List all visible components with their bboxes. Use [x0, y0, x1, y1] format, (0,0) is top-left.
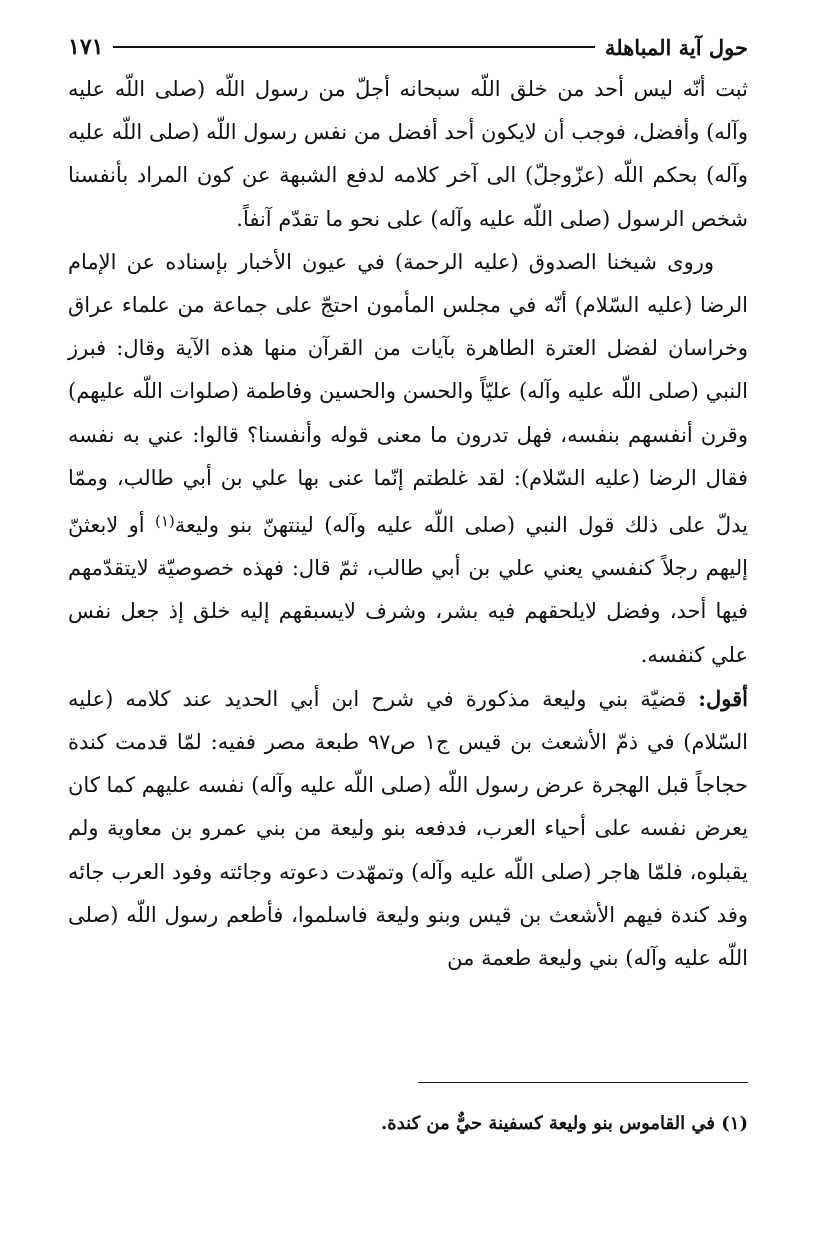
paragraph-1-text: ثبت أنّه ليس أحد من خلق اللّه سبحانه أجلّ من رسول اللّه (صلى اللّه عليه وآله) وأفضل، فوجب أن لايكون أحد أفضل من نفس رسول اللّه (صلى اللّه عليه وآله) بحكم اللّه (عزّوجلّ) الى آخر كلامه لدفع الشبهة عن كون المراد بأنفسنا شخص الرسول (صلى اللّه عليه وآله) على نحو ما تقدّم آنفاً. [68, 77, 748, 231]
footnote-separator [418, 1082, 748, 1083]
paragraph-3 [68, 677, 748, 980]
body-text [68, 68, 748, 980]
paragraph-2 [68, 241, 748, 677]
running-title: حول آية المباهلة [604, 34, 748, 60]
page-header [68, 30, 748, 64]
paragraph-3-lead: أقول: [698, 685, 748, 711]
book-page [68, 30, 748, 1220]
footnote-ref[interactable]: (١) [154, 512, 175, 531]
paragraph-1 [68, 68, 748, 241]
page-number: ١٧١ [68, 34, 104, 60]
paragraph-2-text-after: أو لابعثنّ إليهم رجلاً كنفسي يعني علي بن أبي طالب، ثمّ قال: فهذه خصوصيّة لايتقدّمهم فيها أحد، وفضل لايلحقهم فيه بشر، وشرف لايسبقهم إليه خلق إذ جعل نفس علي كنفسه. [68, 513, 748, 667]
footnote [68, 1110, 748, 1138]
header-rule [113, 46, 595, 48]
paragraph-3-text: قضيّة بني وليعة مذكورة في شرح ابن أبي الحديد عند كلامه (عليه السّلام) في ذمّ الأشعث بن قيس ج١ ص٩٧ طبعة مصر ففيه: لمّا قدمت كندة حجاجاً قبل الهجرة عرض رسول اللّه (صلى اللّه عليه وآله) نفسه عليهم كما كان يعرض نفسه على أحياء العرب، فدفعه بنو وليعة من بني عمرو بن معاوية ولم يقبلوه، فلمّا هاجر (صلى اللّه عليه وآله) وتمهّدت دعوته وجائته وفود العرب جائه وفد كندة فيهم الأشعث بن قيس وبنو وليعة فاسلموا، فأطعم رسول اللّه (صلى اللّه عليه وآله) بني وليعة طعمة من [68, 686, 748, 971]
footnote-text: (١) في القاموس بنو وليعة كسفينة حيٌّ من كندة. [381, 1113, 748, 1134]
paragraph-2-text: وروى شيخنا الصدوق (عليه الرحمة) في عيون الأخبار بإسناده عن الإمام الرضا (عليه السّلام) أنّه في مجلس المأمون احتجّ على جماعة من علماء عراق وخراسان لفضل العترة الطاهرة بآيات من القرآن منها هذه الآية وقال: فبرز النبي (صلى اللّه عليه وآله) عليّاً والحسن والحسين وفاطمة (صلوات اللّه عليهم) وقرن أنفسهم بنفسه، فهل تدرون ما معنى قوله وأنفسنا؟ قالوا: عني به نفسه فقال الرضا (عليه السّلام): لقد غلطتم إنّما عنى بها علي بن أبي طالب، وممّا يدلّ على ذلك قول النبي (صلى اللّه عليه وآله) لينتهنّ بنو وليعة [68, 249, 748, 538]
